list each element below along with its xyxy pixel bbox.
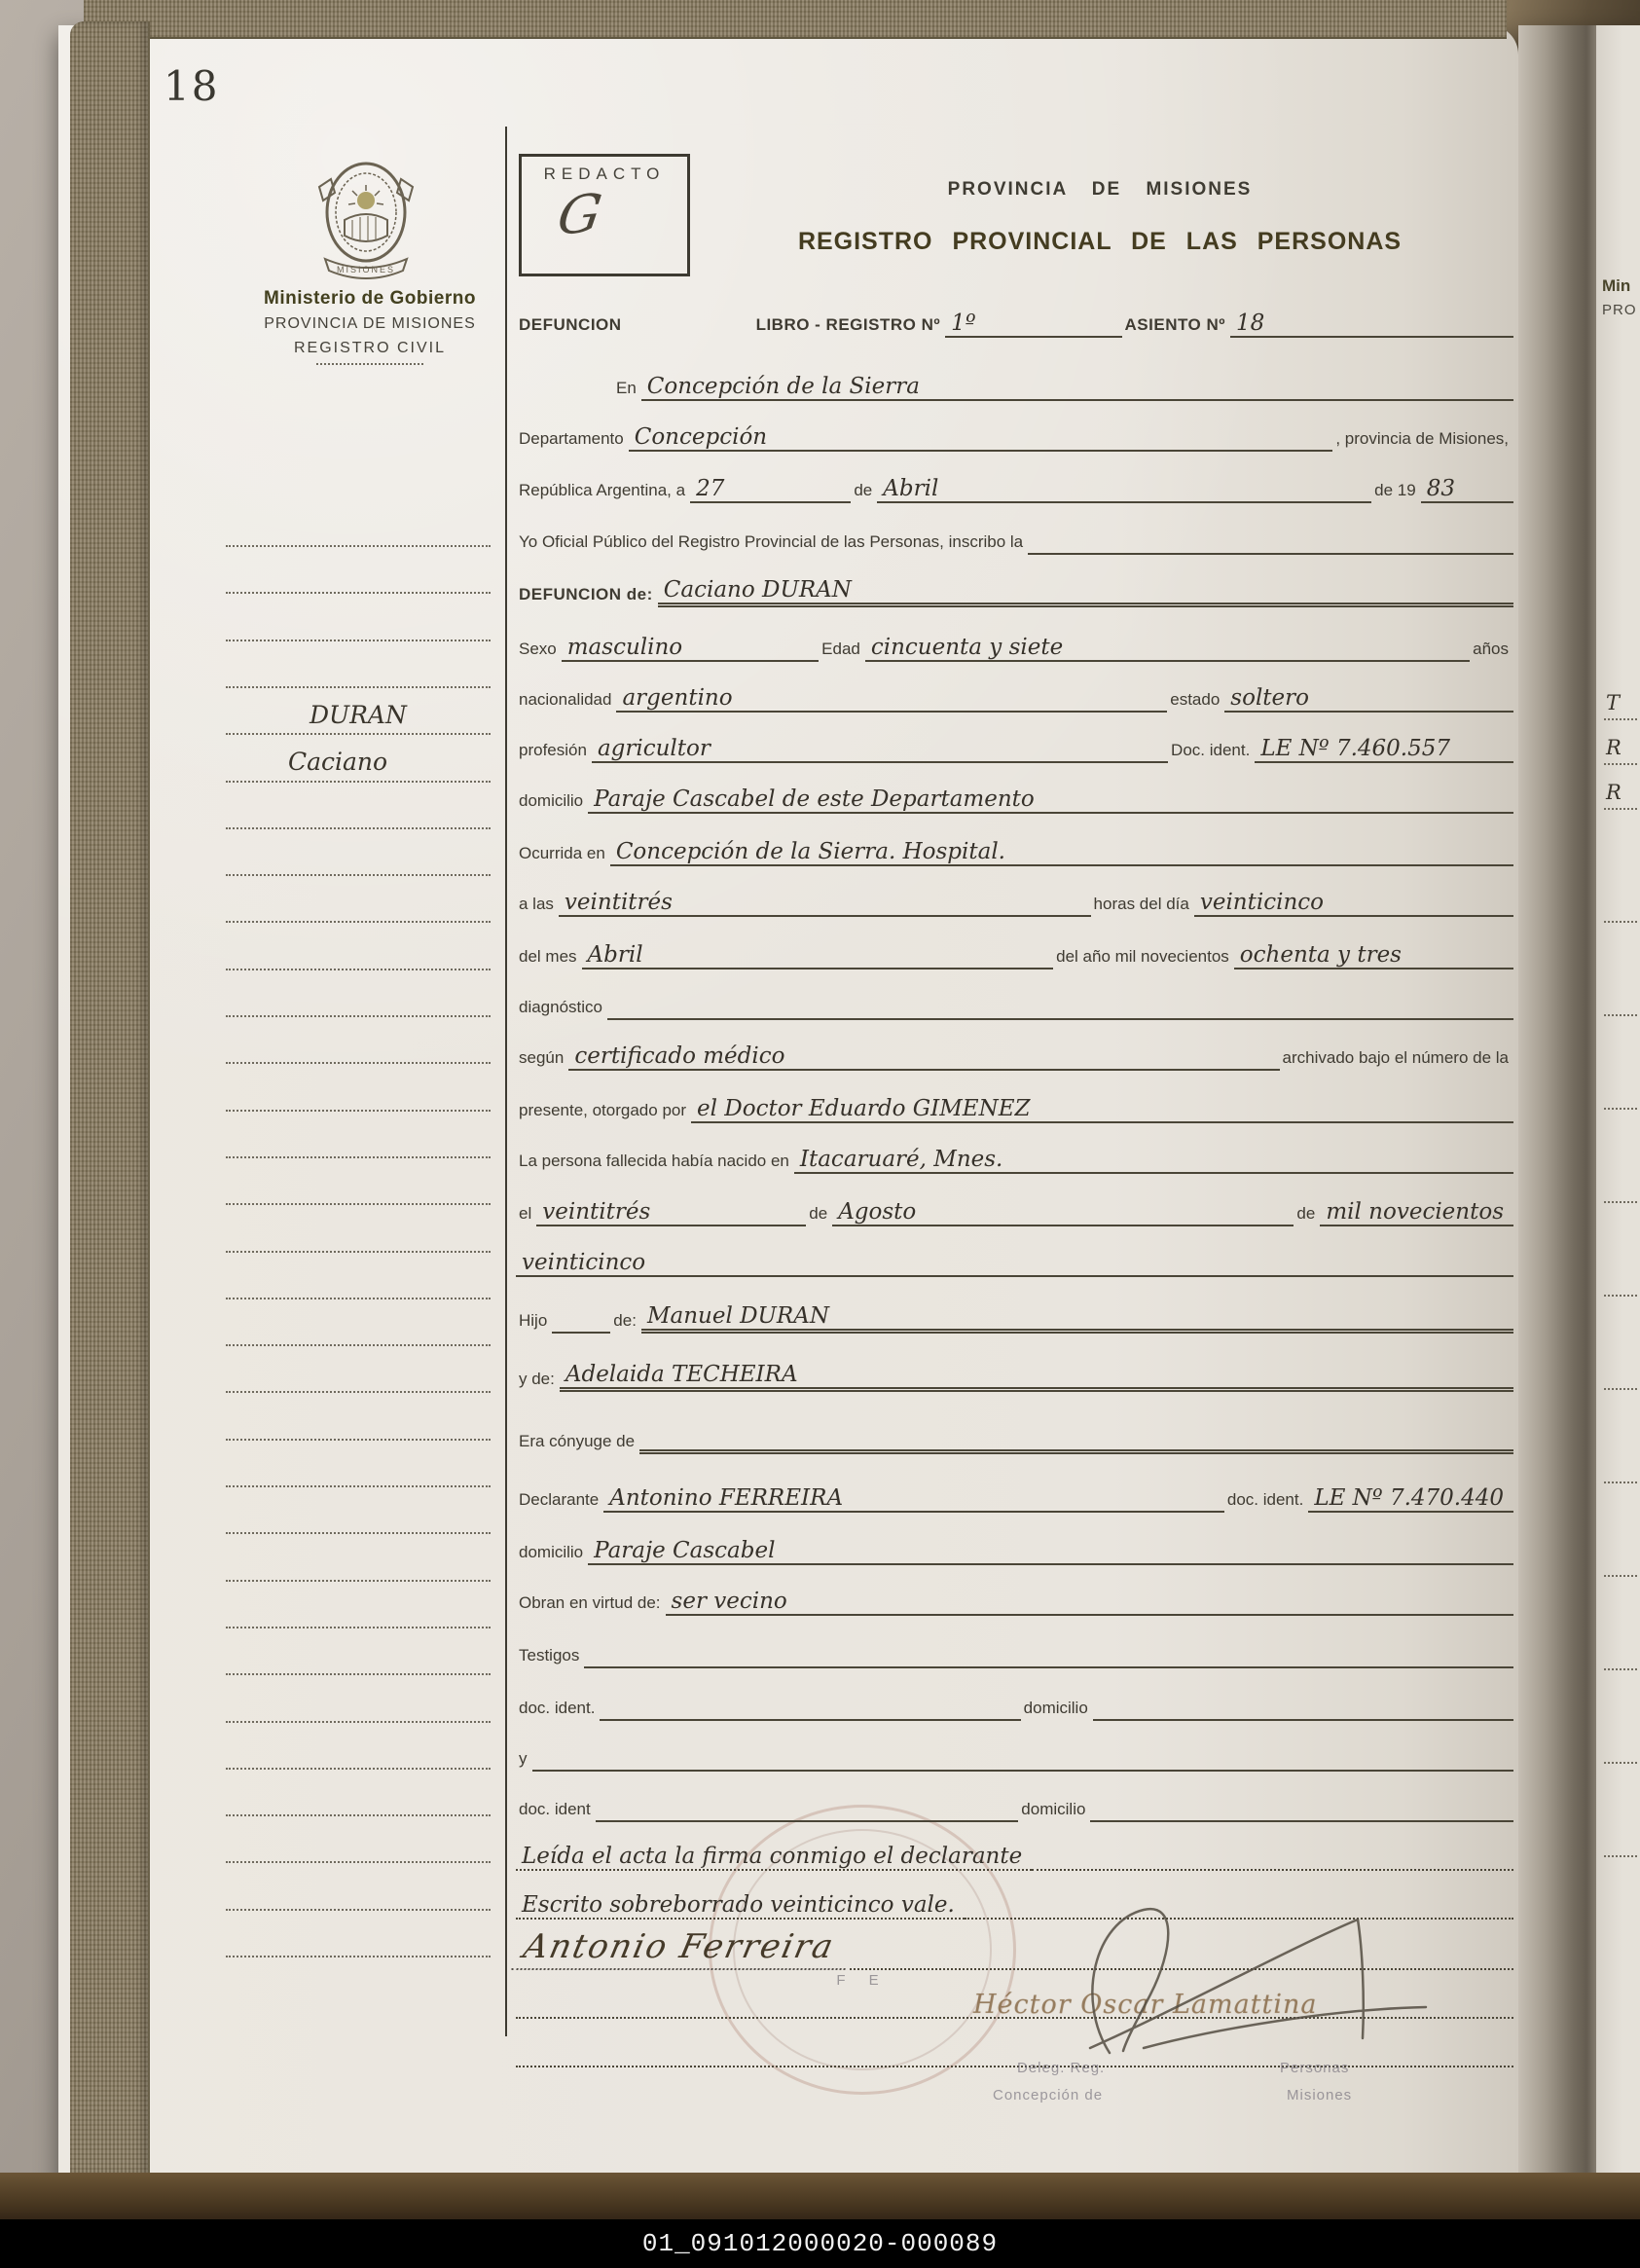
- blank-line: [965, 1910, 1513, 1920]
- printed-label: de: [809, 1204, 828, 1223]
- printed-label: de: [854, 481, 873, 499]
- binding-tape-left: [70, 21, 150, 2175]
- margin-rule-line: [226, 1768, 491, 1770]
- margin-rule-line: [226, 1062, 491, 1064]
- printed-label: y: [519, 1749, 528, 1768]
- blank-line: [1028, 545, 1513, 555]
- printed-label: del año mil novecientos: [1056, 947, 1229, 966]
- redacto-initial-signature: G: [554, 181, 606, 248]
- margin-rule-line: [226, 1627, 491, 1628]
- form-row: [516, 1791, 1513, 1822]
- next-page-rule-stub: [1604, 1575, 1637, 1577]
- margin-rule-line: [226, 1344, 491, 1346]
- handwritten-value: veintitrés: [559, 890, 682, 917]
- blank-line: [607, 1010, 1513, 1020]
- form-row: [516, 1585, 1513, 1616]
- next-page-rule-stub: [1604, 1295, 1637, 1297]
- margin-rule-line: [226, 640, 491, 641]
- book-gutter-fold: [1518, 25, 1596, 2184]
- handwritten-value: Escrito sobreborrado veinticinco vale.: [516, 1892, 965, 1920]
- margin-rule-line: [226, 1580, 491, 1582]
- printed-label: ASIENTO Nº: [1124, 315, 1225, 334]
- handwritten-value: veintitrés: [536, 1199, 660, 1226]
- blank-line: [1073, 652, 1470, 662]
- blank-line: [948, 494, 1371, 503]
- next-page-sliver: [1596, 25, 1640, 2184]
- desk-surface: [0, 2173, 1640, 2219]
- blank-line: [532, 1762, 1514, 1772]
- handwritten-value: soltero: [1224, 685, 1319, 713]
- form-row: [516, 1888, 1513, 1920]
- margin-rule-line: [226, 1909, 491, 1911]
- blank-line: [861, 595, 1513, 607]
- handwritten-value: agricultor: [592, 736, 720, 763]
- form-row: [516, 631, 1513, 662]
- form-row: [516, 1361, 1513, 1392]
- printed-label: Sexo: [519, 640, 557, 658]
- printed-label: de: [1296, 1204, 1316, 1223]
- form-row: [516, 421, 1513, 452]
- blank-line: [1460, 753, 1513, 763]
- printed-label: Yo Oficial Público del Registro Provincial de las Personas, inscribo la: [519, 532, 1024, 551]
- blank-line: [1044, 804, 1513, 814]
- printed-label: Doc. ident.: [1171, 741, 1251, 759]
- officer-stamp-name: Héctor Oscar Lamattina: [973, 1990, 1318, 2020]
- next-page-rule-stub: [1604, 1201, 1637, 1203]
- blank-line: [794, 1061, 1279, 1071]
- margin-rule-line: [226, 1015, 491, 1017]
- stamp-center-letters: F E: [836, 1972, 889, 1990]
- margin-surname: DURAN: [310, 701, 407, 729]
- blank-line: [853, 1503, 1224, 1513]
- stamp-caption-misiones: Misiones: [1287, 2087, 1353, 2103]
- handwritten-value: Paraje Cascabel de este Departamento: [588, 786, 1044, 814]
- printed-label: horas del día: [1093, 895, 1189, 913]
- printed-label: Hijo: [519, 1311, 548, 1330]
- next-page-rule-stub: [1604, 1855, 1637, 1857]
- blank-line: [986, 328, 1122, 338]
- handwritten-value: Caciano DURAN: [658, 577, 861, 607]
- margin-rule-line: [226, 1814, 491, 1816]
- next-page-margin-mark: R: [1606, 736, 1622, 759]
- scan-id: 01_091012000020-000089: [641, 2229, 999, 2258]
- open-register-book: [58, 25, 1640, 2184]
- scan-id-bar: [0, 2219, 1640, 2268]
- blank-line: [797, 1606, 1513, 1616]
- next-page-rule-stub: [1604, 921, 1637, 923]
- next-page-rule-stub: [1604, 1762, 1637, 1764]
- header-province: PROVINCIA DE MISIONES: [947, 179, 1253, 200]
- blank-line: [1090, 1812, 1513, 1822]
- printed-label: archivado bajo el número de la: [1282, 1048, 1509, 1067]
- form-row: [516, 472, 1513, 503]
- binding-tape-top: [84, 0, 1507, 39]
- printed-label: domicilio: [1021, 1800, 1086, 1818]
- margin-rule-line: [226, 1203, 491, 1205]
- form-row: [516, 576, 1513, 607]
- form-row: [516, 681, 1513, 713]
- handwritten-value: Concepción de la Sierra: [641, 374, 929, 401]
- printed-label: Era cónyuge de: [519, 1432, 636, 1450]
- margin-rule-line: [226, 1298, 491, 1299]
- handwritten-value: masculino: [562, 635, 692, 662]
- margin-rule-line: [226, 1861, 491, 1863]
- handwritten-value: certificado médico: [568, 1043, 794, 1071]
- handwritten-value: 18: [1230, 311, 1274, 338]
- next-page-rule-stub: [1604, 808, 1637, 810]
- handwritten-value: cincuenta y siete: [865, 635, 1073, 662]
- printed-label: años: [1473, 640, 1509, 658]
- certificate-page: [58, 25, 1518, 2184]
- blank-line: [1274, 328, 1513, 338]
- printed-label: diagnóstico: [519, 998, 603, 1016]
- next-page-rule-stub: [1604, 1388, 1637, 1390]
- next-page-text-1: Min: [1602, 276, 1631, 295]
- declarant-signature: Antonio Ferreira: [511, 1927, 854, 1970]
- ministry-line-1: Ministerio de Gobierno: [264, 288, 476, 309]
- ministry-line-2: PROVINCIA DE MISIONES: [264, 315, 476, 332]
- blank-line: [596, 1812, 1019, 1822]
- blank-line: [784, 1555, 1513, 1565]
- form-row: [516, 1195, 1513, 1226]
- blank-line: [929, 391, 1513, 401]
- printed-label: Testigos: [519, 1646, 580, 1664]
- next-page-margin-mark: T: [1606, 691, 1621, 714]
- form-divider-rule: [505, 127, 507, 2036]
- form-row: [516, 1092, 1513, 1123]
- next-page-margin-mark: R: [1606, 781, 1622, 804]
- printed-label: Declarante: [519, 1490, 600, 1509]
- printed-label: doc. ident.: [1226, 1490, 1304, 1509]
- printed-label: domicilio: [519, 1543, 584, 1561]
- form-row: [516, 783, 1513, 814]
- handwritten-value: LE Nº 7.470.440: [1308, 1485, 1513, 1513]
- printed-label: el: [519, 1204, 532, 1223]
- printed-label: Ocurrida en: [519, 844, 605, 862]
- stamp-caption-personas: Personas: [1280, 2060, 1350, 2076]
- blank-line: [1333, 907, 1513, 917]
- margin-rule-line: [226, 545, 491, 547]
- margin-rule-line: [226, 969, 491, 970]
- blank-line: [743, 703, 1168, 713]
- printed-label: nacionalidad: [519, 690, 612, 709]
- svg-text:MISIONES: MISIONES: [336, 265, 396, 274]
- stamp-caption-concepcion: Concepción de: [993, 2087, 1104, 2103]
- handwritten-value: veinticinco: [1194, 890, 1333, 917]
- margin-rule-line: [226, 1391, 491, 1393]
- blank-line: [839, 1321, 1513, 1334]
- handwritten-value: el Doctor Eduardo GIMENEZ: [691, 1096, 1039, 1123]
- form-row: [516, 370, 1513, 401]
- next-page-rule-stub: [1604, 718, 1637, 720]
- printed-label: DEFUNCION de:: [519, 585, 653, 604]
- printed-label: según: [519, 1048, 565, 1067]
- form-row: [516, 835, 1513, 866]
- margin-rule-line: [226, 1251, 491, 1253]
- blank-line: [639, 1442, 1513, 1454]
- margin-rule-line: [226, 874, 491, 876]
- printed-label: a las: [519, 895, 554, 913]
- printed-label: Departamento: [519, 429, 624, 448]
- form-row: [516, 989, 1513, 1020]
- form-row: [516, 1740, 1513, 1772]
- page-number: 18: [164, 62, 220, 110]
- printed-label: DEFUNCION: [519, 315, 622, 334]
- margin-rule-line: [226, 686, 491, 688]
- blank-line: [1411, 960, 1513, 969]
- margin-rule-line: [226, 1439, 491, 1441]
- header-registry-title: REGISTRO PROVINCIAL DE LAS PERSONAS: [797, 228, 1403, 255]
- margin-rule-line: [226, 1110, 491, 1112]
- form-row: [516, 1246, 1513, 1277]
- printed-label: de:: [613, 1311, 637, 1330]
- printed-label: Edad: [821, 640, 860, 658]
- printed-label: y de:: [519, 1370, 555, 1388]
- spacer: [516, 400, 613, 401]
- printed-label: profesión: [519, 741, 587, 759]
- printed-label: del mes: [519, 947, 577, 966]
- form-row: [516, 1423, 1513, 1454]
- redacto-label: REDACTO: [543, 165, 666, 183]
- margin-given-name: Caciano: [288, 748, 388, 776]
- handwritten-value: Paraje Cascabel: [588, 1538, 784, 1565]
- margin-rule-line: [226, 733, 491, 735]
- handwritten-value: 83: [1421, 476, 1465, 503]
- next-page-text-2: PRO: [1602, 302, 1637, 318]
- handwritten-value: 1º: [945, 311, 985, 338]
- blank-line: [1465, 494, 1513, 503]
- blank-line: [808, 1379, 1513, 1392]
- printed-label: , provincia de Misiones,: [1335, 429, 1509, 448]
- handwritten-value: Agosto: [832, 1199, 926, 1226]
- blank-line: [777, 442, 1332, 452]
- blank-line: [692, 652, 819, 662]
- blank-line: [653, 960, 1054, 969]
- blank-line: [734, 494, 851, 503]
- handwritten-value: Abril: [582, 942, 653, 969]
- printed-label: República Argentina, a: [519, 481, 686, 499]
- printed-label: domicilio: [519, 791, 584, 810]
- form-row: [516, 307, 1513, 338]
- form-row: [516, 1637, 1513, 1668]
- blank-line: [1319, 703, 1513, 713]
- blank-line: [1012, 1164, 1513, 1174]
- next-page-rule-stub: [1604, 1668, 1637, 1670]
- next-page-rule-stub: [1604, 1482, 1637, 1483]
- printed-label: presente, otorgado por: [519, 1101, 687, 1119]
- redacto-stamp-box: [519, 154, 690, 276]
- form-row: [516, 1534, 1513, 1565]
- printed-label: estado: [1170, 690, 1221, 709]
- margin-rule-line: [226, 592, 491, 594]
- margin-rule-line: [226, 827, 491, 829]
- spacer: [627, 337, 753, 338]
- form-row: [516, 938, 1513, 969]
- margin-rule-line: [226, 1532, 491, 1534]
- form-row: [516, 1040, 1513, 1071]
- stamp-caption-deleg: Deleg. Reg.: [1017, 2060, 1106, 2076]
- form-row: [516, 1143, 1513, 1174]
- form-row: [516, 1302, 1513, 1334]
- printed-label: La persona fallecida había nacido en: [519, 1152, 789, 1170]
- handwritten-value: Adelaida TECHEIRA: [560, 1362, 808, 1392]
- printed-label: En: [616, 379, 637, 397]
- blank-line: [660, 1217, 806, 1226]
- margin-rule-line: [226, 1156, 491, 1158]
- form-row: [516, 1927, 1513, 1970]
- margin-rule-line: [226, 921, 491, 923]
- handwritten-value: Antonino FERREIRA: [603, 1485, 853, 1513]
- blank-line: [1032, 1861, 1513, 1871]
- handwritten-value: ochenta y tres: [1234, 942, 1411, 969]
- handwritten-value: Concepción de la Sierra. Hospital.: [610, 839, 1015, 866]
- handwritten-value: Leída el acta la firma conmigo el declarante: [516, 1844, 1032, 1871]
- printed-label: domicilio: [1023, 1699, 1088, 1717]
- handwritten-value: mil novecientos: [1320, 1199, 1513, 1226]
- blank-line: [1093, 1711, 1513, 1721]
- handwritten-value: LE Nº 7.460.557: [1255, 736, 1460, 763]
- printed-label: de 19: [1374, 481, 1416, 499]
- ministry-line-3: REGISTRO CIVIL: [293, 340, 447, 356]
- form-row: [516, 1840, 1513, 1871]
- printed-label: LIBRO - REGISTRO Nº: [755, 315, 941, 334]
- form-row: [516, 524, 1513, 555]
- ministry-underline: [316, 363, 423, 365]
- handwritten-value: Itacaruaré, Mnes.: [794, 1147, 1012, 1174]
- handwritten-value: Manuel DURAN: [641, 1303, 839, 1334]
- margin-rule-line: [226, 781, 491, 783]
- handwritten-value: Abril: [877, 476, 948, 503]
- blank-line: [516, 2058, 1513, 2067]
- form-row: [516, 732, 1513, 763]
- handwritten-value: ser vecino: [666, 1589, 797, 1616]
- printed-label: Obran en virtud de:: [519, 1593, 661, 1612]
- blank-line: [682, 907, 1091, 917]
- margin-rule-line: [226, 1956, 491, 1957]
- blank-line: [655, 1267, 1513, 1277]
- form-row: [516, 886, 1513, 917]
- blank-line: [720, 753, 1168, 763]
- printed-label: doc. ident.: [519, 1699, 596, 1717]
- handwritten-value: veinticinco: [516, 1250, 655, 1277]
- ministry-seal-icon: [310, 150, 422, 291]
- margin-rule-line: [226, 1485, 491, 1487]
- next-page-rule-stub: [1604, 763, 1637, 765]
- blank-line: [600, 1711, 1020, 1721]
- next-page-rule-stub: [1604, 1108, 1637, 1110]
- handwritten-value: 27: [690, 476, 734, 503]
- blank-line: [850, 1960, 1513, 1970]
- form-row: [516, 1482, 1513, 1513]
- margin-rule-line: [226, 1721, 491, 1723]
- printed-label: doc. ident: [519, 1800, 591, 1818]
- handwritten-value: Concepción: [629, 424, 777, 452]
- form-row: [516, 1690, 1513, 1721]
- blank-line: [552, 1324, 610, 1334]
- blank-line: [926, 1217, 1294, 1226]
- blank-line: [1039, 1114, 1513, 1123]
- blank-line: [584, 1659, 1513, 1668]
- blank-line: [1015, 857, 1513, 866]
- next-page-rule-stub: [1604, 1014, 1637, 1016]
- handwritten-value: argentino: [616, 685, 742, 713]
- ministry-heading: [204, 288, 535, 365]
- form-row: [516, 2036, 1513, 2067]
- margin-rule-line: [226, 1673, 491, 1675]
